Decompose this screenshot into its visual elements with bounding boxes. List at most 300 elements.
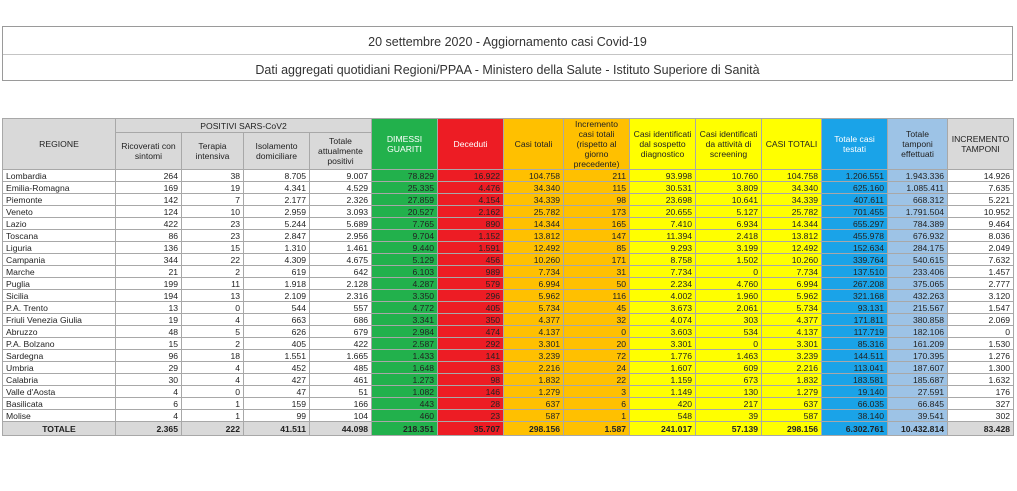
- value-cell: 679: [310, 326, 372, 338]
- value-cell: 34.339: [762, 194, 822, 206]
- value-cell: 4.529: [310, 182, 372, 194]
- region-name-cell: Molise: [3, 410, 116, 422]
- value-cell: 1.832: [762, 374, 822, 386]
- value-cell: 187.607: [888, 362, 948, 374]
- region-name-cell: Sicilia: [3, 290, 116, 302]
- value-cell: 380.858: [888, 314, 948, 326]
- value-cell: 10.260: [762, 254, 822, 266]
- value-cell: 30.531: [630, 182, 696, 194]
- table-row: [3, 218, 1014, 230]
- value-cell: 676.932: [888, 230, 948, 242]
- value-cell: 19: [116, 314, 182, 326]
- report-title: 20 settembre 2020 - Aggiornamento casi Covid-19: [368, 35, 647, 49]
- value-cell: 116: [564, 290, 630, 302]
- value-cell: 422: [116, 218, 182, 230]
- terapia-intensiva-header: Terapia intensiva: [182, 133, 244, 170]
- value-cell: 455.978: [822, 230, 888, 242]
- total-value-cell: 222: [182, 422, 244, 436]
- region-name-cell: Marche: [3, 266, 116, 278]
- value-cell: 1.159: [630, 374, 696, 386]
- value-cell: 113.041: [822, 362, 888, 374]
- region-name-cell: Umbria: [3, 362, 116, 374]
- value-cell: 296: [438, 290, 504, 302]
- value-cell: 1.960: [696, 290, 762, 302]
- casi-testati-header: Totale casi testati: [822, 119, 888, 170]
- value-cell: 31: [564, 266, 630, 278]
- value-cell: 13: [182, 290, 244, 302]
- value-cell: 78.829: [372, 170, 438, 182]
- value-cell: 7.632: [948, 254, 1014, 266]
- value-cell: 5.962: [762, 290, 822, 302]
- value-cell: 2.109: [244, 290, 310, 302]
- value-cell: 117.719: [822, 326, 888, 338]
- value-cell: 4: [182, 362, 244, 374]
- value-cell: 456: [438, 254, 504, 266]
- casi-totali-2-header: CASI TOTALI: [762, 119, 822, 170]
- value-cell: 1.152: [438, 230, 504, 242]
- value-cell: 25.782: [504, 206, 564, 218]
- value-cell: 7: [182, 194, 244, 206]
- value-cell: 211: [564, 170, 630, 182]
- value-cell: 183.581: [822, 374, 888, 386]
- value-cell: 1.149: [630, 386, 696, 398]
- value-cell: 19.140: [822, 386, 888, 398]
- value-cell: 27.591: [888, 386, 948, 398]
- value-cell: 1.547: [948, 302, 1014, 314]
- value-cell: 626: [244, 326, 310, 338]
- value-cell: 264: [116, 170, 182, 182]
- value-cell: 2.049: [948, 242, 1014, 254]
- value-cell: 350: [438, 314, 504, 326]
- value-cell: 1.457: [948, 266, 1014, 278]
- value-cell: 98: [438, 374, 504, 386]
- value-cell: 989: [438, 266, 504, 278]
- value-cell: 5.127: [696, 206, 762, 218]
- total-value-cell: 298.156: [762, 422, 822, 436]
- region-name-cell: Basilicata: [3, 398, 116, 410]
- value-cell: 1.276: [948, 350, 1014, 362]
- value-cell: 579: [438, 278, 504, 290]
- value-cell: 136: [116, 242, 182, 254]
- report-subtitle: Dati aggregati quotidiani Regioni/PPAA - Ministero della Salute - Istituto Superiore di Sanità: [255, 63, 760, 77]
- value-cell: 6: [564, 398, 630, 410]
- value-cell: 66.035: [822, 398, 888, 410]
- value-cell: 420: [630, 398, 696, 410]
- value-cell: 4.377: [504, 314, 564, 326]
- value-cell: 0: [182, 386, 244, 398]
- value-cell: 165: [564, 218, 630, 230]
- casi-sospetto-header: Casi identificati dal sospetto diagnostico: [630, 119, 696, 170]
- value-cell: 422: [310, 338, 372, 350]
- value-cell: 4: [182, 374, 244, 386]
- value-cell: 10.952: [948, 206, 1014, 218]
- value-cell: 86: [116, 230, 182, 242]
- value-cell: 9.440: [372, 242, 438, 254]
- region-name-cell: Veneto: [3, 206, 116, 218]
- value-cell: 141: [438, 350, 504, 362]
- table-row: [3, 302, 1014, 314]
- value-cell: 375.065: [888, 278, 948, 290]
- value-cell: 642: [310, 266, 372, 278]
- value-cell: 2.959: [244, 206, 310, 218]
- value-cell: 5.689: [310, 218, 372, 230]
- value-cell: 14.344: [762, 218, 822, 230]
- table-row: [3, 206, 1014, 218]
- value-cell: 130: [696, 386, 762, 398]
- value-cell: 3.093: [310, 206, 372, 218]
- value-cell: 2.587: [372, 338, 438, 350]
- value-cell: 5.221: [948, 194, 1014, 206]
- value-cell: 6.994: [504, 278, 564, 290]
- value-cell: 23: [182, 230, 244, 242]
- total-value-cell: 218.351: [372, 422, 438, 436]
- value-cell: 405: [438, 302, 504, 314]
- total-value-cell: 298.156: [504, 422, 564, 436]
- table-row: [3, 362, 1014, 374]
- table-row: [3, 290, 1014, 302]
- value-cell: 1: [182, 410, 244, 422]
- value-cell: 11: [182, 278, 244, 290]
- region-name-cell: Calabria: [3, 374, 116, 386]
- region-name-cell: Puglia: [3, 278, 116, 290]
- value-cell: 1.791.504: [888, 206, 948, 218]
- value-cell: 1.918: [244, 278, 310, 290]
- total-value-cell: 241.017: [630, 422, 696, 436]
- table-row: [3, 194, 1014, 206]
- value-cell: 2.326: [310, 194, 372, 206]
- value-cell: 9.704: [372, 230, 438, 242]
- total-value-cell: 57.139: [696, 422, 762, 436]
- value-cell: 3.301: [762, 338, 822, 350]
- value-cell: 2.234: [630, 278, 696, 290]
- value-cell: 9.007: [310, 170, 372, 182]
- casi-screening-header: Casi identificati da attività di screening: [696, 119, 762, 170]
- value-cell: 194: [116, 290, 182, 302]
- value-cell: 5.734: [762, 302, 822, 314]
- value-cell: 474: [438, 326, 504, 338]
- value-cell: 1.273: [372, 374, 438, 386]
- value-cell: 13.812: [762, 230, 822, 242]
- value-cell: 267.208: [822, 278, 888, 290]
- total-row: [3, 422, 1014, 436]
- casi-totali-header: Casi totali: [504, 119, 564, 170]
- table-row: [3, 170, 1014, 182]
- value-cell: 2: [182, 338, 244, 350]
- value-cell: 152.634: [822, 242, 888, 254]
- isolamento-header: Isolamento domiciliare: [244, 133, 310, 170]
- value-cell: 15: [116, 338, 182, 350]
- table-row: [3, 338, 1014, 350]
- value-cell: 1: [564, 410, 630, 422]
- total-value-cell: 35.707: [438, 422, 504, 436]
- value-cell: 1.632: [948, 374, 1014, 386]
- value-cell: 104.758: [504, 170, 564, 182]
- positivi-group-header: POSITIVI SARS-CoV2: [116, 119, 372, 133]
- value-cell: 4.137: [762, 326, 822, 338]
- region-name-cell: Piemonte: [3, 194, 116, 206]
- value-cell: 13: [116, 302, 182, 314]
- value-cell: 460: [372, 410, 438, 422]
- value-cell: 7.734: [762, 266, 822, 278]
- value-cell: 182.106: [888, 326, 948, 338]
- value-cell: 171: [564, 254, 630, 266]
- value-cell: 4.675: [310, 254, 372, 266]
- value-cell: 1.502: [696, 254, 762, 266]
- value-cell: 50: [564, 278, 630, 290]
- region-name-cell: Lombardia: [3, 170, 116, 182]
- value-cell: 161.209: [888, 338, 948, 350]
- total-value-cell: 83.428: [948, 422, 1014, 436]
- region-name-cell: P.A. Bolzano: [3, 338, 116, 350]
- value-cell: 2.177: [244, 194, 310, 206]
- value-cell: 0: [182, 302, 244, 314]
- value-cell: 4.341: [244, 182, 310, 194]
- value-cell: 7.410: [630, 218, 696, 230]
- value-cell: 637: [762, 398, 822, 410]
- value-cell: 407.611: [822, 194, 888, 206]
- dimessi-guariti-header: DIMESSI GUARITI: [372, 119, 438, 170]
- value-cell: 2.847: [244, 230, 310, 242]
- value-cell: 99: [244, 410, 310, 422]
- value-cell: 217: [696, 398, 762, 410]
- value-cell: 8.036: [948, 230, 1014, 242]
- value-cell: 66.845: [888, 398, 948, 410]
- table-row: [3, 374, 1014, 386]
- value-cell: 5: [182, 326, 244, 338]
- value-cell: 96: [116, 350, 182, 362]
- value-cell: 104: [310, 410, 372, 422]
- value-cell: 1.943.336: [888, 170, 948, 182]
- value-cell: 4.074: [630, 314, 696, 326]
- value-cell: 104.758: [762, 170, 822, 182]
- value-cell: 2.128: [310, 278, 372, 290]
- deceduti-header: Deceduti: [438, 119, 504, 170]
- value-cell: 34.340: [504, 182, 564, 194]
- region-name-cell: Emilia-Romagna: [3, 182, 116, 194]
- value-cell: 233.406: [888, 266, 948, 278]
- value-cell: 4.002: [630, 290, 696, 302]
- value-cell: 344: [116, 254, 182, 266]
- value-cell: 2.777: [948, 278, 1014, 290]
- value-cell: 2.162: [438, 206, 504, 218]
- value-cell: 85.316: [822, 338, 888, 350]
- value-cell: 3: [564, 386, 630, 398]
- value-cell: 303: [696, 314, 762, 326]
- value-cell: 548: [630, 410, 696, 422]
- value-cell: 20.655: [630, 206, 696, 218]
- value-cell: 890: [438, 218, 504, 230]
- value-cell: 321.168: [822, 290, 888, 302]
- value-cell: 115: [564, 182, 630, 194]
- value-cell: 0: [696, 266, 762, 278]
- value-cell: 10.260: [504, 254, 564, 266]
- value-cell: 2.216: [762, 362, 822, 374]
- region-name-cell: P.A. Trento: [3, 302, 116, 314]
- value-cell: 5.734: [504, 302, 564, 314]
- value-cell: 47: [244, 386, 310, 398]
- value-cell: 10: [182, 206, 244, 218]
- value-cell: 5.129: [372, 254, 438, 266]
- value-cell: 14.344: [504, 218, 564, 230]
- value-cell: 292: [438, 338, 504, 350]
- value-cell: 14.926: [948, 170, 1014, 182]
- value-cell: 159: [244, 398, 310, 410]
- value-cell: 12.492: [504, 242, 564, 254]
- value-cell: 3.301: [504, 338, 564, 350]
- value-cell: 22: [182, 254, 244, 266]
- table-row: [3, 266, 1014, 278]
- value-cell: 39.541: [888, 410, 948, 422]
- value-cell: 29: [116, 362, 182, 374]
- value-cell: 302: [948, 410, 1014, 422]
- table-row: [3, 278, 1014, 290]
- value-cell: 7.765: [372, 218, 438, 230]
- value-cell: 1.551: [244, 350, 310, 362]
- attualmente-positivi-header: Totale attualmente positivi: [310, 133, 372, 170]
- table-row: [3, 230, 1014, 242]
- value-cell: 540.615: [888, 254, 948, 266]
- value-cell: 39: [696, 410, 762, 422]
- value-cell: 1.591: [438, 242, 504, 254]
- value-cell: 4.154: [438, 194, 504, 206]
- incremento-tamponi-header: INCREMENTO TAMPONI: [948, 119, 1014, 170]
- value-cell: 663: [244, 314, 310, 326]
- value-cell: 405: [244, 338, 310, 350]
- value-cell: 20: [564, 338, 630, 350]
- value-cell: 20.527: [372, 206, 438, 218]
- total-value-cell: 10.432.814: [888, 422, 948, 436]
- value-cell: 4.772: [372, 302, 438, 314]
- value-cell: 176: [948, 386, 1014, 398]
- value-cell: 461: [310, 374, 372, 386]
- value-cell: 23.698: [630, 194, 696, 206]
- value-cell: 34.340: [762, 182, 822, 194]
- value-cell: 6: [116, 398, 182, 410]
- value-cell: 19: [182, 182, 244, 194]
- value-cell: 1.300: [948, 362, 1014, 374]
- table-row: [3, 386, 1014, 398]
- value-cell: 432.263: [888, 290, 948, 302]
- value-cell: 9.464: [948, 218, 1014, 230]
- value-cell: 23: [182, 218, 244, 230]
- value-cell: 4: [116, 410, 182, 422]
- value-cell: 5.962: [504, 290, 564, 302]
- value-cell: 6.994: [762, 278, 822, 290]
- report-header: [2, 26, 1013, 81]
- value-cell: 587: [762, 410, 822, 422]
- value-cell: 25.782: [762, 206, 822, 218]
- value-cell: 93.131: [822, 302, 888, 314]
- total-value-cell: 1.587: [564, 422, 630, 436]
- value-cell: 1.607: [630, 362, 696, 374]
- value-cell: 4.760: [696, 278, 762, 290]
- value-cell: 6.103: [372, 266, 438, 278]
- value-cell: 1.206.551: [822, 170, 888, 182]
- value-cell: 83: [438, 362, 504, 374]
- value-cell: 1.776: [630, 350, 696, 362]
- value-cell: 16.922: [438, 170, 504, 182]
- value-cell: 0: [948, 326, 1014, 338]
- value-cell: 199: [116, 278, 182, 290]
- value-cell: 609: [696, 362, 762, 374]
- total-value-cell: 41.511: [244, 422, 310, 436]
- value-cell: 4: [182, 314, 244, 326]
- value-cell: 27.859: [372, 194, 438, 206]
- incremento-casi-header: Incremento casi totali (rispetto al giorno precedente): [564, 119, 630, 170]
- table-row: [3, 398, 1014, 410]
- value-cell: 1.461: [310, 242, 372, 254]
- value-cell: 0: [564, 326, 630, 338]
- value-cell: 2.956: [310, 230, 372, 242]
- value-cell: 3.809: [696, 182, 762, 194]
- value-cell: 7.635: [948, 182, 1014, 194]
- total-value-cell: 6.302.761: [822, 422, 888, 436]
- value-cell: 1.085.411: [888, 182, 948, 194]
- table-row: [3, 350, 1014, 362]
- value-cell: 215.567: [888, 302, 948, 314]
- value-cell: 18: [182, 350, 244, 362]
- value-cell: 2.418: [696, 230, 762, 242]
- value-cell: 8.758: [630, 254, 696, 266]
- region-name-cell: Sardegna: [3, 350, 116, 362]
- value-cell: 147: [564, 230, 630, 242]
- value-cell: 13.812: [504, 230, 564, 242]
- value-cell: 557: [310, 302, 372, 314]
- value-cell: 38.140: [822, 410, 888, 422]
- value-cell: 4.377: [762, 314, 822, 326]
- table-row: [3, 182, 1014, 194]
- table-row: [3, 314, 1014, 326]
- value-cell: 587: [504, 410, 564, 422]
- value-cell: 3.673: [630, 302, 696, 314]
- value-cell: 485: [310, 362, 372, 374]
- value-cell: 4.287: [372, 278, 438, 290]
- value-cell: 9.293: [630, 242, 696, 254]
- value-cell: 5.244: [244, 218, 310, 230]
- value-cell: 1.463: [696, 350, 762, 362]
- region-name-cell: Campania: [3, 254, 116, 266]
- table-row: [3, 326, 1014, 338]
- value-cell: 24: [564, 362, 630, 374]
- value-cell: 169: [116, 182, 182, 194]
- value-cell: 2.216: [504, 362, 564, 374]
- value-cell: 7.734: [630, 266, 696, 278]
- value-cell: 23: [438, 410, 504, 422]
- value-cell: 452: [244, 362, 310, 374]
- value-cell: 10.641: [696, 194, 762, 206]
- value-cell: 544: [244, 302, 310, 314]
- value-cell: 4.476: [438, 182, 504, 194]
- value-cell: 339.764: [822, 254, 888, 266]
- region-name-cell: Valle d'Aosta: [3, 386, 116, 398]
- value-cell: 93.998: [630, 170, 696, 182]
- value-cell: 619: [244, 266, 310, 278]
- value-cell: 98: [564, 194, 630, 206]
- value-cell: 701.455: [822, 206, 888, 218]
- value-cell: 327: [948, 398, 1014, 410]
- value-cell: 45: [564, 302, 630, 314]
- value-cell: 1: [182, 398, 244, 410]
- total-value-cell: 2.365: [116, 422, 182, 436]
- value-cell: 185.687: [888, 374, 948, 386]
- value-cell: 85: [564, 242, 630, 254]
- region-name-cell: Toscana: [3, 230, 116, 242]
- value-cell: 3.239: [504, 350, 564, 362]
- region-name-cell: Abruzzo: [3, 326, 116, 338]
- value-cell: 34.339: [504, 194, 564, 206]
- value-cell: 686: [310, 314, 372, 326]
- value-cell: 1.832: [504, 374, 564, 386]
